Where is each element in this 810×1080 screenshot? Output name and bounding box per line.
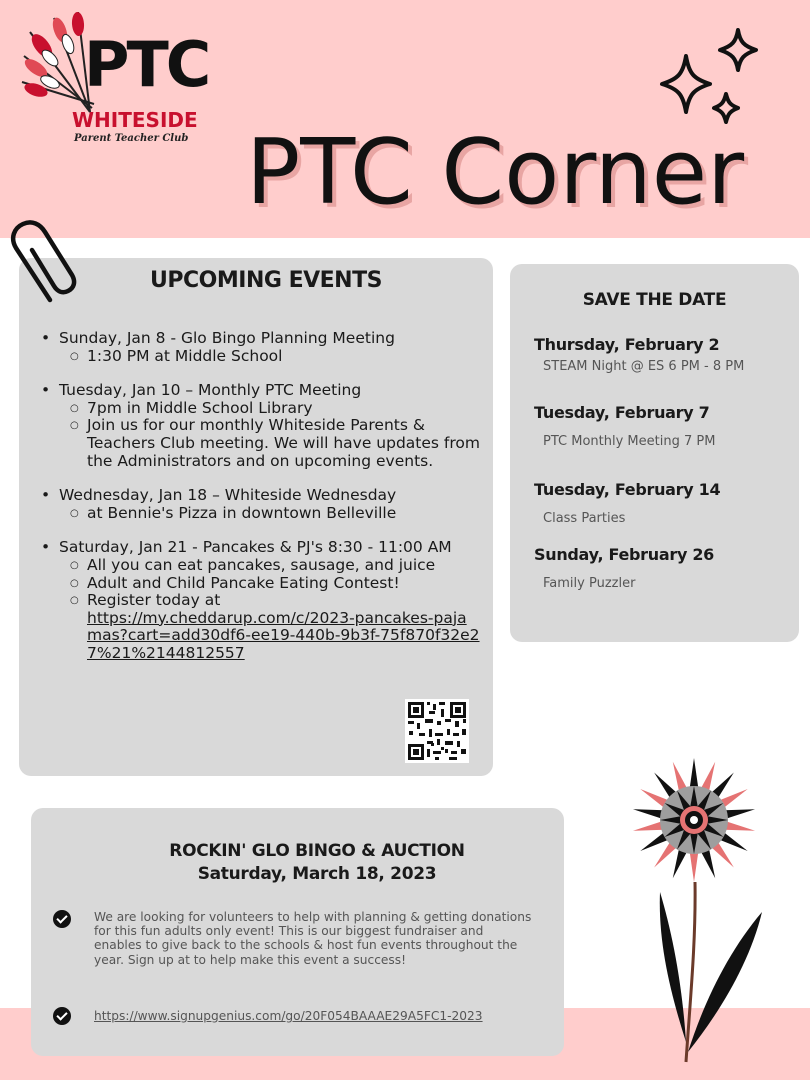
upcoming-events-heading: UPCOMING EVENTS bbox=[150, 268, 382, 293]
event-title: Saturday, Jan 21 - Pancakes & PJ's 8:30 - 11:00 AM bbox=[59, 538, 452, 557]
date-description: Class Parties bbox=[543, 511, 626, 526]
event-detail: ○ 1:30 PM at Middle School bbox=[41, 348, 481, 366]
check-circle-icon bbox=[53, 910, 71, 928]
date-item bbox=[534, 336, 794, 374]
page-title: PTC Corner bbox=[246, 120, 745, 225]
date-description: Family Puzzler bbox=[543, 576, 636, 591]
event-detail: ○ Join us for our monthly Whiteside Parents & Teachers Club meeting. We will have updates from the Administrators and on upcoming events. bbox=[41, 417, 481, 470]
event-item bbox=[41, 330, 481, 365]
bingo-title: ROCKIN' GLO BINGO & AUCTION bbox=[169, 841, 465, 861]
date-description: PTC Monthly Meeting 7 PM bbox=[543, 434, 716, 449]
ptc-logo bbox=[20, 12, 220, 152]
event-title: Sunday, Jan 8 - Glo Bingo Planning Meeting bbox=[59, 329, 395, 347]
save-the-date-heading: SAVE THE DATE bbox=[582, 290, 727, 310]
event-item bbox=[41, 539, 481, 662]
date-label: Tuesday, February 7 bbox=[534, 403, 710, 422]
date-label: Sunday, February 26 bbox=[534, 545, 715, 564]
paperclip-icon bbox=[6, 220, 86, 310]
registration-link[interactable]: https://my.cheddarup.com/c/2023-pancakes-pajamas?cart=add30df6-ee19-440b-9b3f-75f870f32e27%21%2144812557 bbox=[87, 608, 480, 662]
date-label: Thursday, February 2 bbox=[534, 335, 720, 354]
logo-tagline: Parent Teacher Club bbox=[74, 133, 189, 144]
event-item bbox=[41, 487, 481, 522]
qr-code-icon[interactable] bbox=[405, 699, 469, 763]
date-label: Tuesday, February 14 bbox=[534, 480, 721, 499]
event-detail: ○ All you can eat pancakes, sausage, and juice bbox=[41, 557, 481, 575]
logo-school-name: WHITESIDE bbox=[72, 108, 198, 132]
date-item bbox=[534, 481, 794, 526]
date-item bbox=[534, 546, 794, 591]
signup-link[interactable]: https://www.signupgenius.com/go/20F054BAAAE29A5FC1-2023 bbox=[94, 1009, 483, 1023]
flower-illustration bbox=[620, 752, 770, 1072]
event-detail bbox=[41, 592, 481, 662]
date-item bbox=[534, 404, 794, 449]
date-description: STEAM Night @ ES 6 PM - 8 PM bbox=[543, 359, 745, 374]
save-the-date-card bbox=[510, 264, 799, 642]
register-label: Register today at bbox=[87, 591, 221, 610]
event-title: Tuesday, Jan 10 – Monthly PTC Meeting bbox=[59, 381, 362, 400]
event-detail: ○ Adult and Child Pancake Eating Contest! bbox=[41, 575, 481, 593]
bingo-date: Saturday, March 18, 2023 bbox=[197, 864, 437, 884]
event-title: Wednesday, Jan 18 – Whiteside Wednesday bbox=[59, 486, 397, 505]
event-detail: ○ at Bennie's Pizza in downtown Belleville bbox=[41, 505, 481, 523]
logo-letters: PTC bbox=[84, 28, 209, 101]
upcoming-events-card bbox=[19, 258, 493, 776]
check-circle-icon bbox=[53, 1007, 71, 1025]
sparkles-icon bbox=[652, 26, 762, 136]
bingo-auction-card bbox=[31, 808, 564, 1056]
event-item bbox=[41, 382, 481, 470]
bingo-description: We are looking for volunteers to help with planning & getting donations for this fun adults only event! This is our biggest fundraiser and enables to give back to the schools & host fun events throughout the year. Sign up at to help make this event a success! bbox=[94, 910, 532, 967]
events-list bbox=[41, 330, 481, 680]
event-detail: ○ 7pm in Middle School Library bbox=[41, 400, 481, 418]
